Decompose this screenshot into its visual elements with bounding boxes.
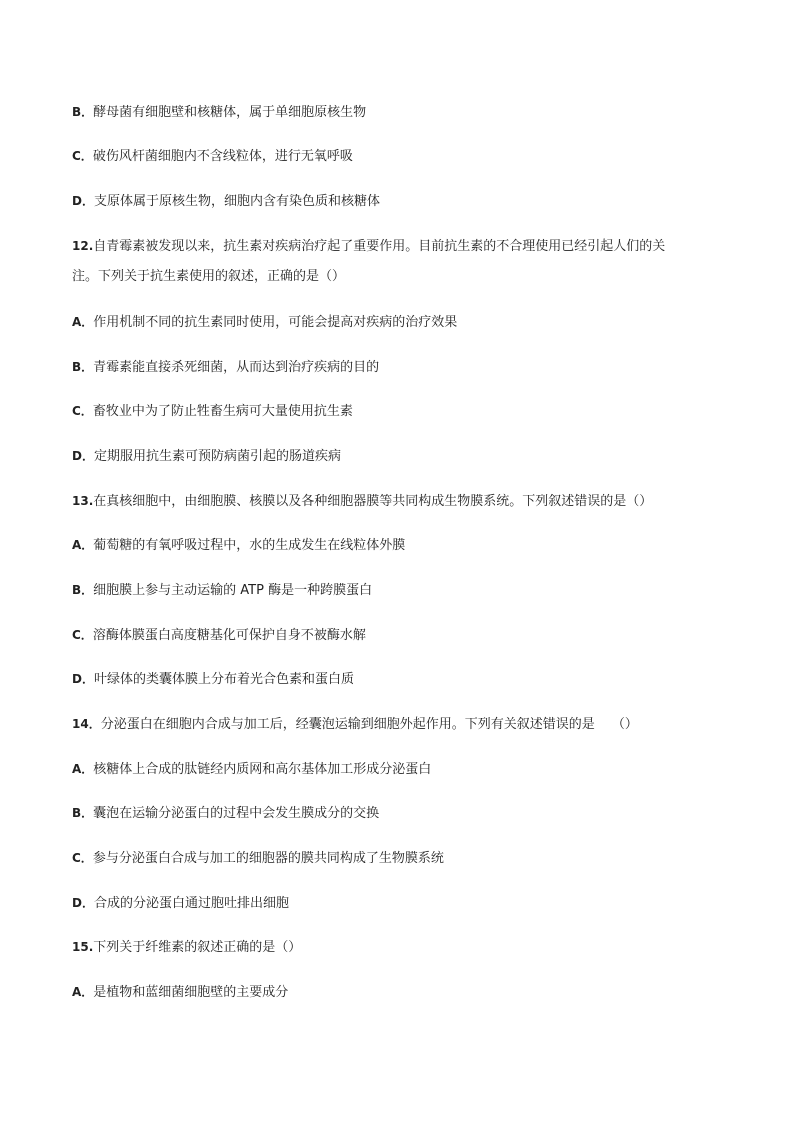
q13-option-c bbox=[72, 626, 732, 645]
option-label: A． bbox=[72, 315, 94, 329]
q12-option-d bbox=[72, 447, 732, 466]
option-text: 畜牧业中为了防止牲畜生病可大量使用抗生素 bbox=[92, 404, 353, 419]
question-stem: 下列关于纤维素的叙述正确的是（） bbox=[93, 940, 302, 955]
question-stem: 自青霉素被发现以来，抗生素对疾病治疗起了重要作用。目前抗生素的不合理使用已经引起人们的关 bbox=[93, 239, 666, 254]
option-text: 核糖体上合成的肽链经内质网和高尔基体加工形成分泌蛋白 bbox=[93, 762, 432, 777]
q15-option-a bbox=[72, 983, 732, 1002]
question-number: 12. bbox=[72, 239, 94, 253]
question-number: 13. bbox=[72, 494, 94, 508]
q12-stem-line2 bbox=[72, 268, 732, 286]
option-text: 溶酶体膜蛋白高度糖基化可保护自身不被酶水解 bbox=[92, 628, 366, 643]
q14-stem bbox=[72, 715, 732, 734]
q15-stem bbox=[72, 938, 732, 957]
option-label: A． bbox=[72, 538, 94, 552]
option-label: C． bbox=[72, 404, 93, 418]
q13-option-d bbox=[72, 670, 732, 689]
option-text: 细胞膜上参与主动运输的 ATP 酶是一种跨膜蛋白 bbox=[93, 583, 373, 598]
option-label: C． bbox=[72, 149, 93, 163]
option-label: B． bbox=[72, 806, 94, 820]
q13-option-b bbox=[72, 581, 732, 600]
q14-option-a bbox=[72, 760, 732, 779]
q12-option-b bbox=[72, 358, 732, 377]
question-number: 14． bbox=[72, 717, 101, 731]
q14-option-c bbox=[72, 849, 732, 868]
option-text: 葡萄糖的有氧呼吸过程中，水的生成发生在线粒体外膜 bbox=[93, 538, 406, 553]
q11-option-d bbox=[72, 192, 732, 211]
option-text: 破伤风杆菌细胞内不含线粒体，进行无氧呼吸 bbox=[92, 149, 353, 164]
option-text: 叶绿体的类囊体膜上分布着光合色素和蛋白质 bbox=[93, 672, 354, 687]
q14-option-b bbox=[72, 804, 732, 823]
option-text: 作用机制不同的抗生素同时使用，可能会提高对疾病的治疗效果 bbox=[93, 315, 458, 330]
option-text: 是植物和蓝细菌细胞壁的主要成分 bbox=[93, 985, 289, 1000]
question-stem: 在真核细胞中，由细胞膜、核膜以及各种细胞器膜等共同构成生物膜系统。下列叙述错误的是（） bbox=[93, 494, 653, 509]
option-label: C． bbox=[72, 851, 93, 865]
option-label: D． bbox=[72, 194, 94, 208]
option-text: 支原体属于原核生物，细胞内含有染色质和核糖体 bbox=[93, 194, 380, 209]
option-label: B． bbox=[72, 360, 94, 374]
option-text: 合成的分泌蛋白通过胞吐排出细胞 bbox=[93, 896, 289, 911]
option-label: D． bbox=[72, 449, 94, 463]
question-number: 15. bbox=[72, 940, 94, 954]
option-label: D． bbox=[72, 672, 94, 686]
option-label: A． bbox=[72, 985, 94, 999]
option-text: 青霉素能直接杀死细菌，从而达到治疗疾病的目的 bbox=[93, 360, 380, 375]
option-label: B． bbox=[72, 105, 94, 119]
option-text: 参与分泌蛋白合成与加工的细胞器的膜共同构成了生物膜系统 bbox=[92, 851, 444, 866]
option-label: C． bbox=[72, 628, 93, 642]
q12-option-c bbox=[72, 402, 732, 421]
option-text: 酵母菌有细胞壁和核糖体，属于单细胞原核生物 bbox=[93, 105, 367, 120]
q13-option-a bbox=[72, 536, 732, 555]
q12-stem-line1 bbox=[72, 237, 732, 256]
q14-option-d bbox=[72, 894, 732, 913]
q12-option-a bbox=[72, 313, 732, 332]
option-label: B． bbox=[72, 583, 94, 597]
option-text: 定期服用抗生素可预防病菌引起的肠道疾病 bbox=[93, 449, 341, 464]
question-stem-continued: 注。下列关于抗生素使用的叙述，正确的是（） bbox=[72, 269, 346, 284]
option-label: D． bbox=[72, 896, 94, 910]
option-label: A． bbox=[72, 762, 94, 776]
q11-option-c bbox=[72, 147, 732, 166]
option-text: 囊泡在运输分泌蛋白的过程中会发生膜成分的交换 bbox=[93, 806, 380, 821]
question-stem: 分泌蛋白在细胞内合成与加工后，经囊泡运输到细胞外起作用。下列有关叙述错误的是 （） bbox=[100, 717, 638, 732]
q11-option-b bbox=[72, 103, 732, 122]
q13-stem bbox=[72, 492, 732, 511]
